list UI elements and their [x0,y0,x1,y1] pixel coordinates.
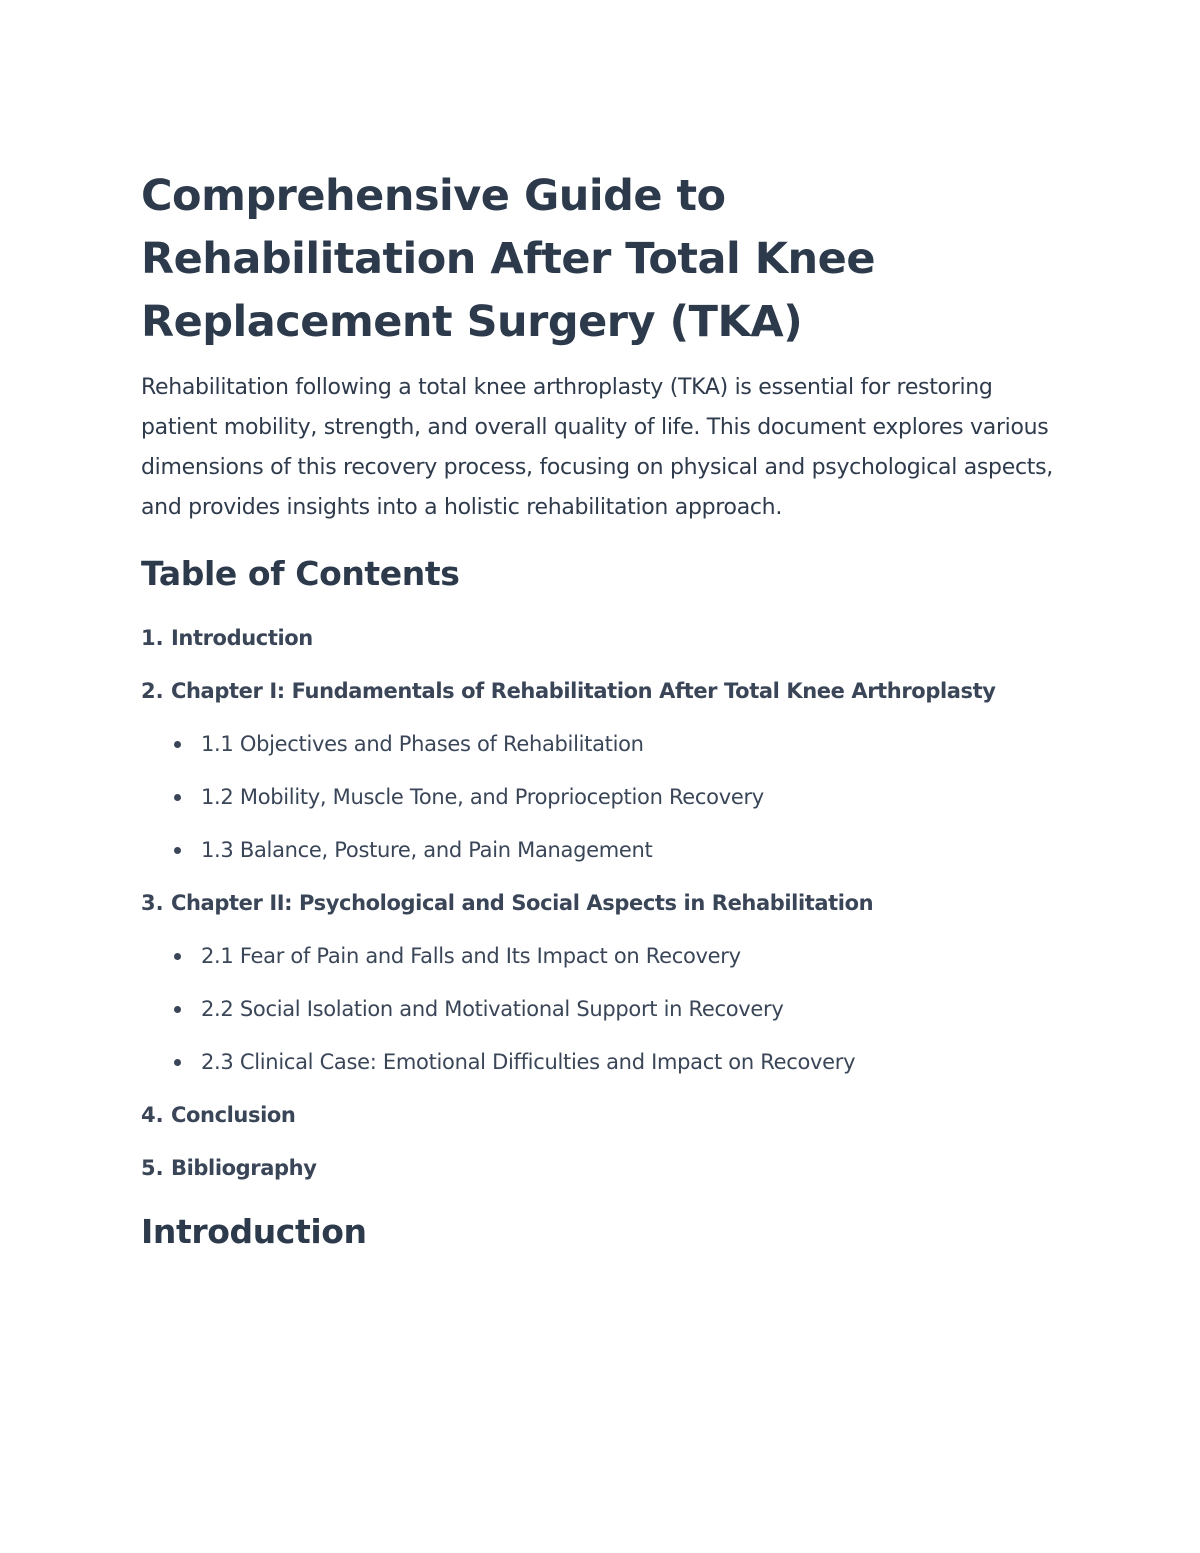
toc-subitem-2-3[interactable] [171,1042,1071,1082]
toc-item-number: 3. [141,891,164,915]
toc-subitem-label: 2.3 Clinical Case: Emotional Difficulties and Impact on Recovery [201,1050,856,1074]
document-page [141,165,1071,1254]
table-of-contents [141,618,1071,1188]
toc-subitem-label: 1.2 Mobility, Muscle Tone, and Proprioception Recovery [201,785,764,809]
bullet-icon [174,794,181,801]
bullet-icon [174,953,181,960]
toc-item-chapter-2[interactable] [141,883,1071,1082]
bullet-icon [174,1059,181,1066]
toc-item-label: Introduction [171,626,313,650]
toc-subitem-label: 1.3 Balance, Posture, and Pain Management [201,838,653,862]
toc-item-number: 5. [141,1156,164,1180]
toc-item-chapter-1[interactable] [141,671,1071,870]
toc-subitem-label: 2.1 Fear of Pain and Falls and Its Impact on Recovery [201,944,741,968]
toc-item-introduction[interactable] [141,618,1071,658]
toc-item-label: Bibliography [171,1156,317,1180]
toc-sublist [171,724,1071,870]
toc-subitem-2-2[interactable] [171,989,1071,1029]
toc-item-label: Conclusion [171,1103,296,1127]
toc-item-bibliography[interactable] [141,1148,1071,1188]
toc-subitem-label: 2.2 Social Isolation and Motivational Support in Recovery [201,997,784,1021]
toc-item-number: 2. [141,679,164,703]
toc-subitem-label: 1.1 Objectives and Phases of Rehabilitation [201,732,644,756]
toc-subitem-1-2[interactable] [171,777,1071,817]
toc-item-label: Chapter II: Psychological and Social Aspects in Rehabilitation [171,891,874,915]
bullet-icon [174,1006,181,1013]
toc-subitem-1-1[interactable] [171,724,1071,764]
toc-sublist [171,936,1071,1082]
toc-heading: Table of Contents [141,554,460,593]
intro-paragraph: Rehabilitation following a total knee arthroplasty (TKA) is essential for restoring patient mobility, strength, and overall quality of life. This document explores various dimensions of this recovery process, focusing on physical and psychological aspects, and provides insights into a holistic rehabilitation approach. [141,375,1053,520]
toc-item-conclusion[interactable] [141,1095,1071,1135]
bullet-icon [174,741,181,748]
bullet-icon [174,847,181,854]
toc-subitem-2-1[interactable] [171,936,1071,976]
toc-subitem-1-3[interactable] [171,830,1071,870]
introduction-heading: Introduction [141,1212,367,1251]
document-title: Comprehensive Guide to Rehabilitation After Total Knee Replacement Surgery (TKA) [141,171,875,347]
toc-item-number: 1. [141,626,164,650]
toc-item-number: 4. [141,1103,164,1127]
toc-item-label: Chapter I: Fundamentals of Rehabilitation After Total Knee Arthroplasty [171,679,996,703]
